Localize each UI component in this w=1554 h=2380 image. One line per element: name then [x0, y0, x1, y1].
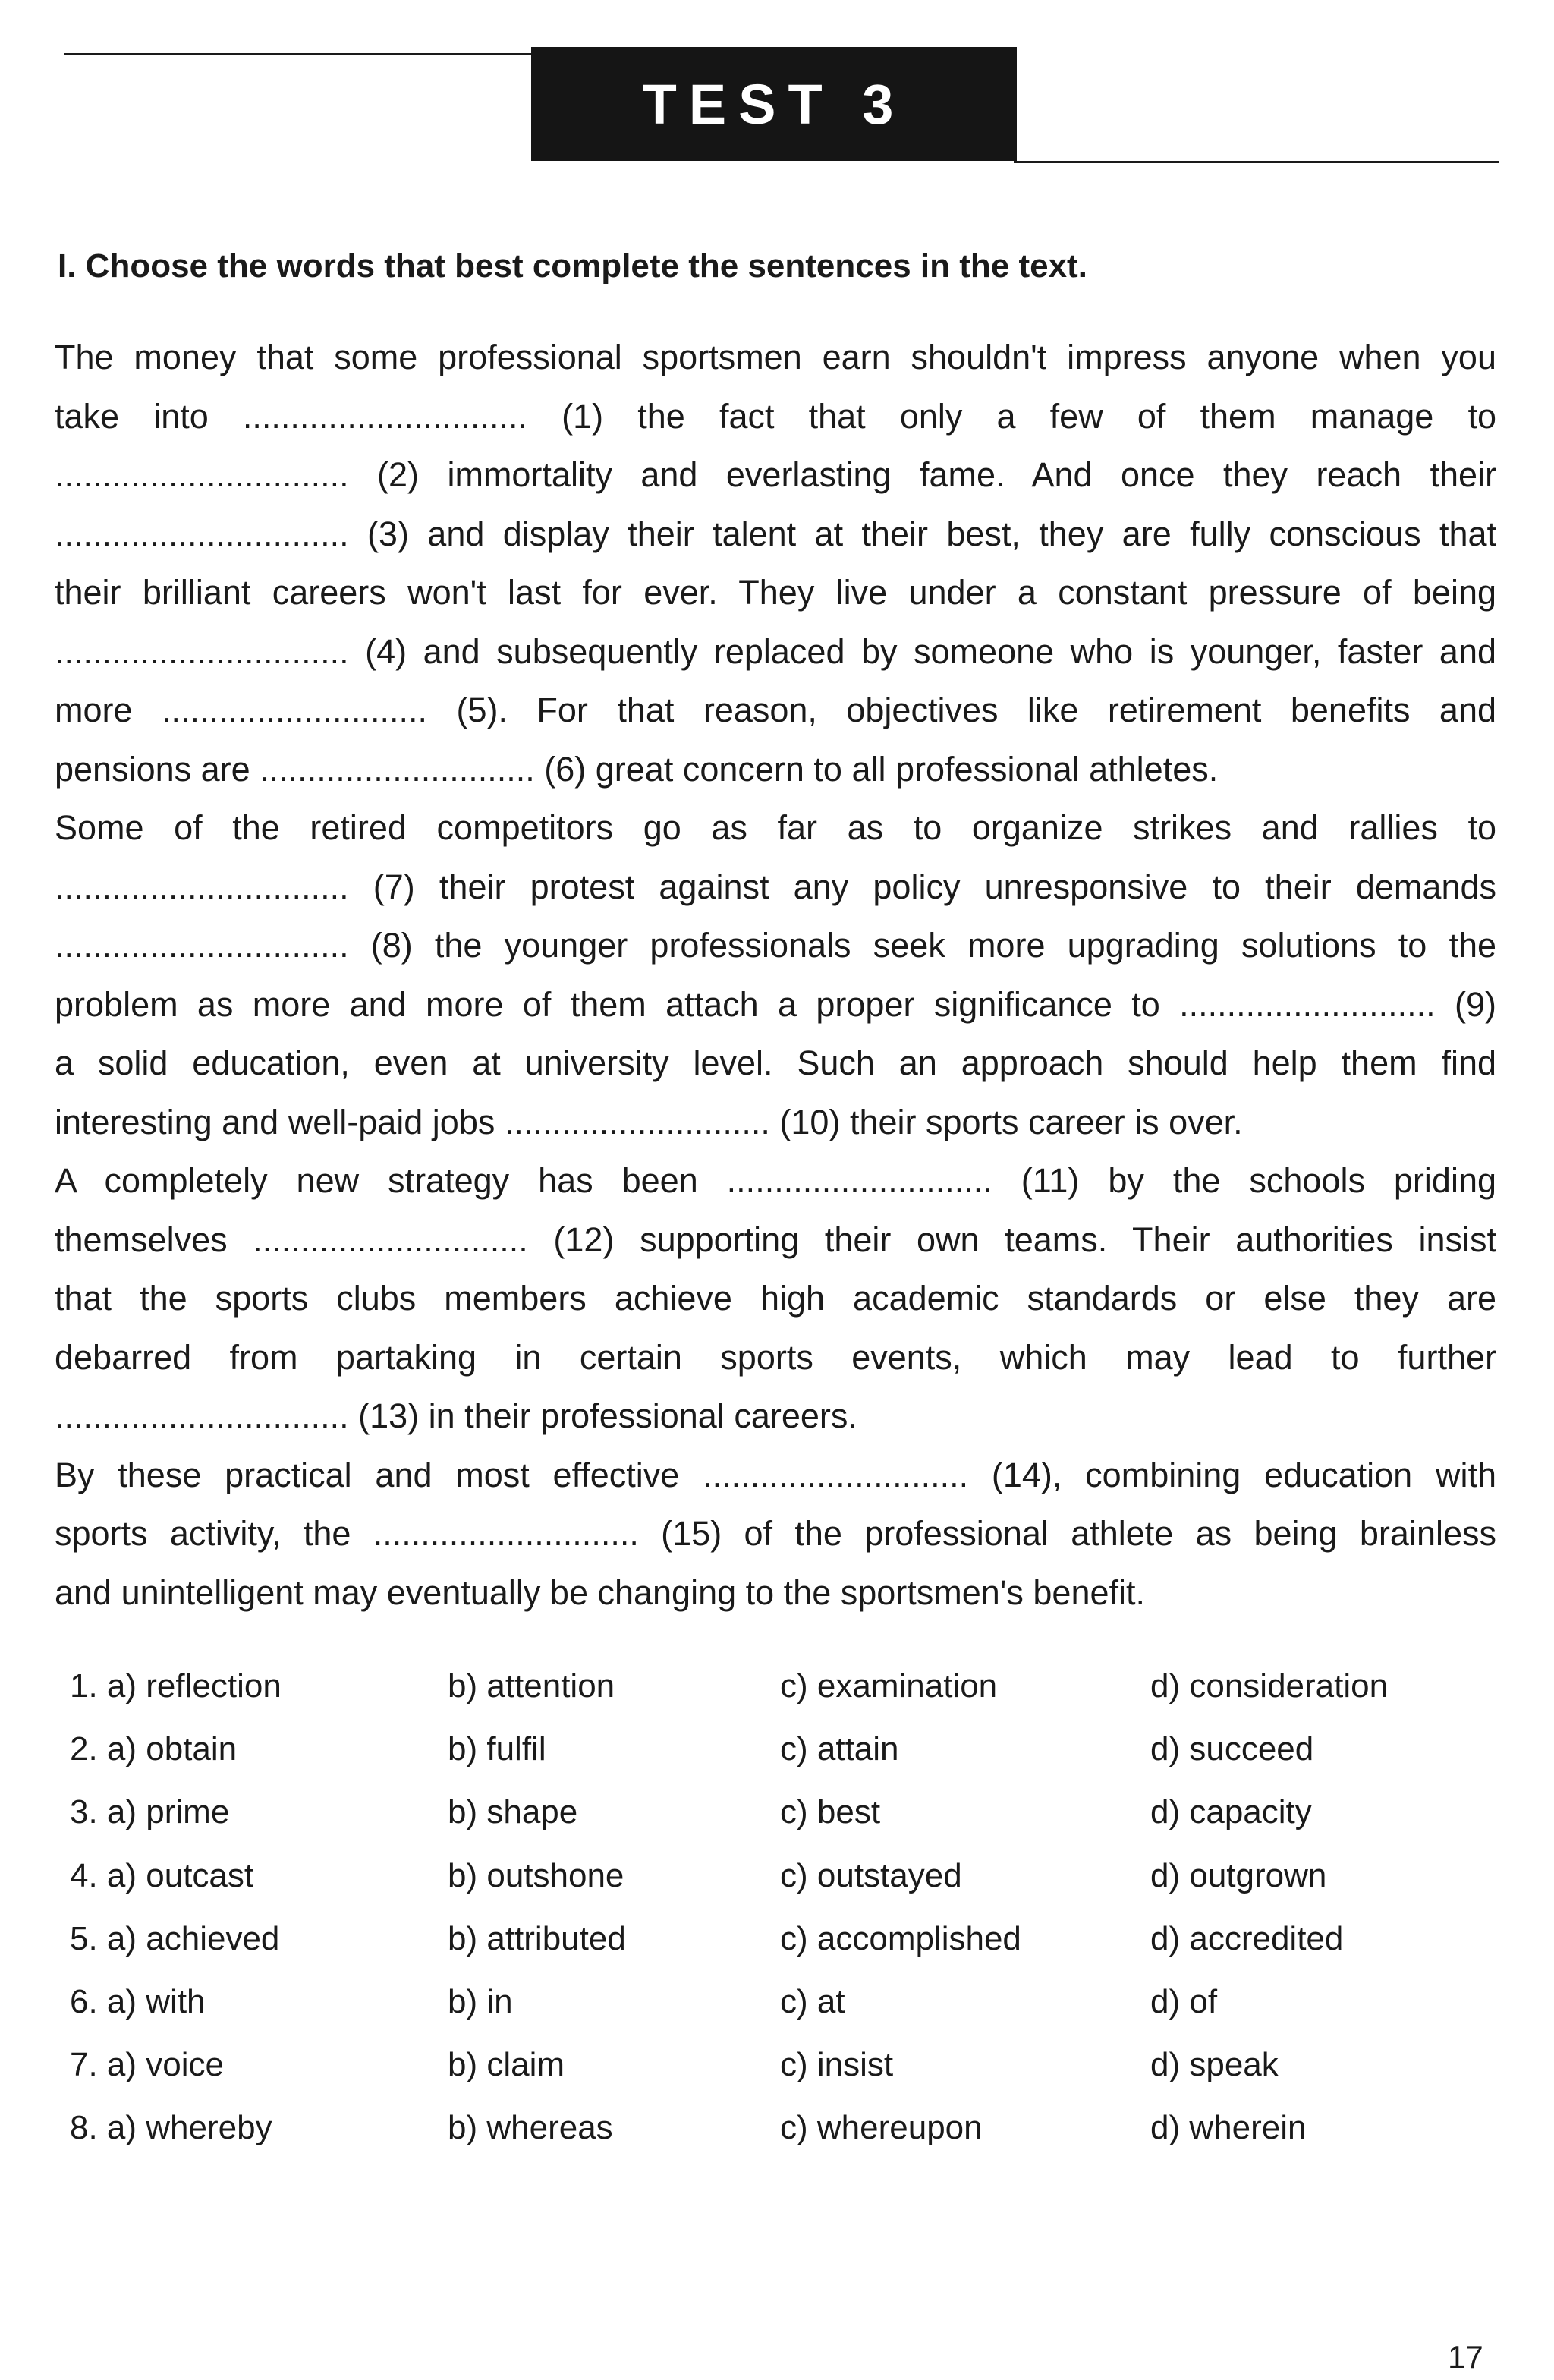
passage-line: themselves ............................. (12) supporting their own teams. Their authorities insist: [55, 1220, 1496, 1259]
option-q2-d: d) succeed: [1150, 1730, 1314, 1768]
test-title: TEST 3: [531, 47, 1017, 161]
option-q7-d: d) speak: [1150, 2046, 1279, 2084]
option-q4-c: c) outstayed: [780, 1856, 962, 1894]
passage-line: more ............................ (5). For that reason, objectives like retirement benefits and: [55, 691, 1496, 729]
option-q1-d: d) consideration: [1150, 1667, 1389, 1705]
option-q4-b: b) outshone: [448, 1856, 624, 1894]
passage-line: a solid education, even at university level. Such an approach should help them find: [55, 1044, 1496, 1082]
option-q3-a: 3. a) prime: [70, 1793, 230, 1831]
option-q6-a: 6. a) with: [70, 1982, 206, 2020]
option-q2-a: 2. a) obtain: [70, 1730, 238, 1768]
passage-line: their brilliant careers won't last for ever. They live under a constant pressure of being: [55, 573, 1496, 612]
header-rule-right: [1014, 161, 1499, 163]
option-q1-c: c) examination: [780, 1667, 998, 1705]
passage-line: problem as more and more of them attach a proper significance to ........................... (9): [55, 984, 1496, 1024]
option-q6-c: c) at: [780, 1982, 845, 2020]
passage-line: ............................... (2) immortality and everlasting fame. And once they reach their: [55, 455, 1496, 494]
option-q8-d: d) wherein: [1150, 2109, 1307, 2147]
instruction-heading: I. Choose the words that best complete the sentences in the text.: [58, 247, 1087, 285]
option-q5-b: b) attributed: [448, 1919, 626, 1957]
option-q3-c: c) best: [780, 1793, 881, 1831]
passage-line: and unintelligent may eventually be changing to the sportsmen's benefit.: [55, 1572, 1146, 1612]
option-q3-d: d) capacity: [1150, 1793, 1312, 1831]
option-q2-c: c) attain: [780, 1730, 899, 1768]
option-q1-b: b) attention: [448, 1667, 615, 1705]
option-q4-a: 4. a) outcast: [70, 1856, 254, 1894]
passage-line: that the sports clubs members achieve high academic standards or else they are: [55, 1279, 1496, 1318]
option-q7-a: 7. a) voice: [70, 2046, 224, 2084]
passage-line: Some of the retired competitors go as far as to organize strikes and rallies to: [55, 808, 1496, 847]
passage-line: pensions are ............................. (6) great concern to all professional athletes.: [55, 749, 1219, 789]
option-q3-b: b) shape: [448, 1793, 578, 1831]
passage-line: The money that some professional sportsmen earn shouldn't impress anyone when you: [55, 338, 1496, 376]
option-q7-c: c) insist: [780, 2046, 894, 2084]
option-q7-b: b) claim: [448, 2046, 565, 2084]
option-q5-a: 5. a) achieved: [70, 1919, 280, 1957]
passage-line: ............................... (13) in their professional careers.: [55, 1396, 857, 1435]
option-q8-c: c) whereupon: [780, 2109, 983, 2147]
passage-line: interesting and well-paid jobs ............................ (10) their sports career is over.: [55, 1102, 1243, 1141]
passage-line: By these practical and most effective ............................ (14), combining education with: [55, 1455, 1496, 1494]
header-rule-left: [64, 53, 534, 55]
passage-line: ............................... (3) and display their talent at their best, they are fully conscious that: [55, 514, 1496, 553]
option-q1-a: 1. a) reflection: [70, 1667, 282, 1705]
passage-text: [55, 328, 1496, 1622]
passage-line: A completely new strategy has been ............................ (11) by the schools priding: [55, 1161, 1496, 1200]
option-q5-c: c) accomplished: [780, 1919, 1021, 1957]
passage-line: ............................... (8) the younger professionals seek more upgrading solutions to the: [55, 926, 1496, 965]
passage-line: ............................... (7) their protest against any policy unresponsive to their demands: [55, 867, 1496, 906]
option-q8-a: 8. a) whereby: [70, 2109, 272, 2147]
passage-line: debarred from partaking in certain sports events, which may lead to further: [55, 1337, 1496, 1377]
option-q5-d: d) accredited: [1150, 1919, 1344, 1957]
option-q2-b: b) fulfil: [448, 1730, 546, 1768]
passage-line: take into .............................. (1) the fact that only a few of them manage to: [55, 396, 1496, 436]
option-q4-d: d) outgrown: [1150, 1856, 1327, 1894]
answer-options-grid: [70, 1654, 1484, 2160]
option-q6-d: d) of: [1150, 1982, 1218, 2020]
passage-line: ............................... (4) and subsequently replaced by someone who is younger, faster and: [55, 631, 1496, 671]
option-q8-b: b) whereas: [448, 2109, 613, 2147]
option-q6-b: b) in: [448, 1982, 513, 2020]
passage-line: sports activity, the ............................ (15) of the professional athlete as being brainless: [55, 1514, 1496, 1553]
page-number: 17: [1448, 2339, 1483, 2375]
